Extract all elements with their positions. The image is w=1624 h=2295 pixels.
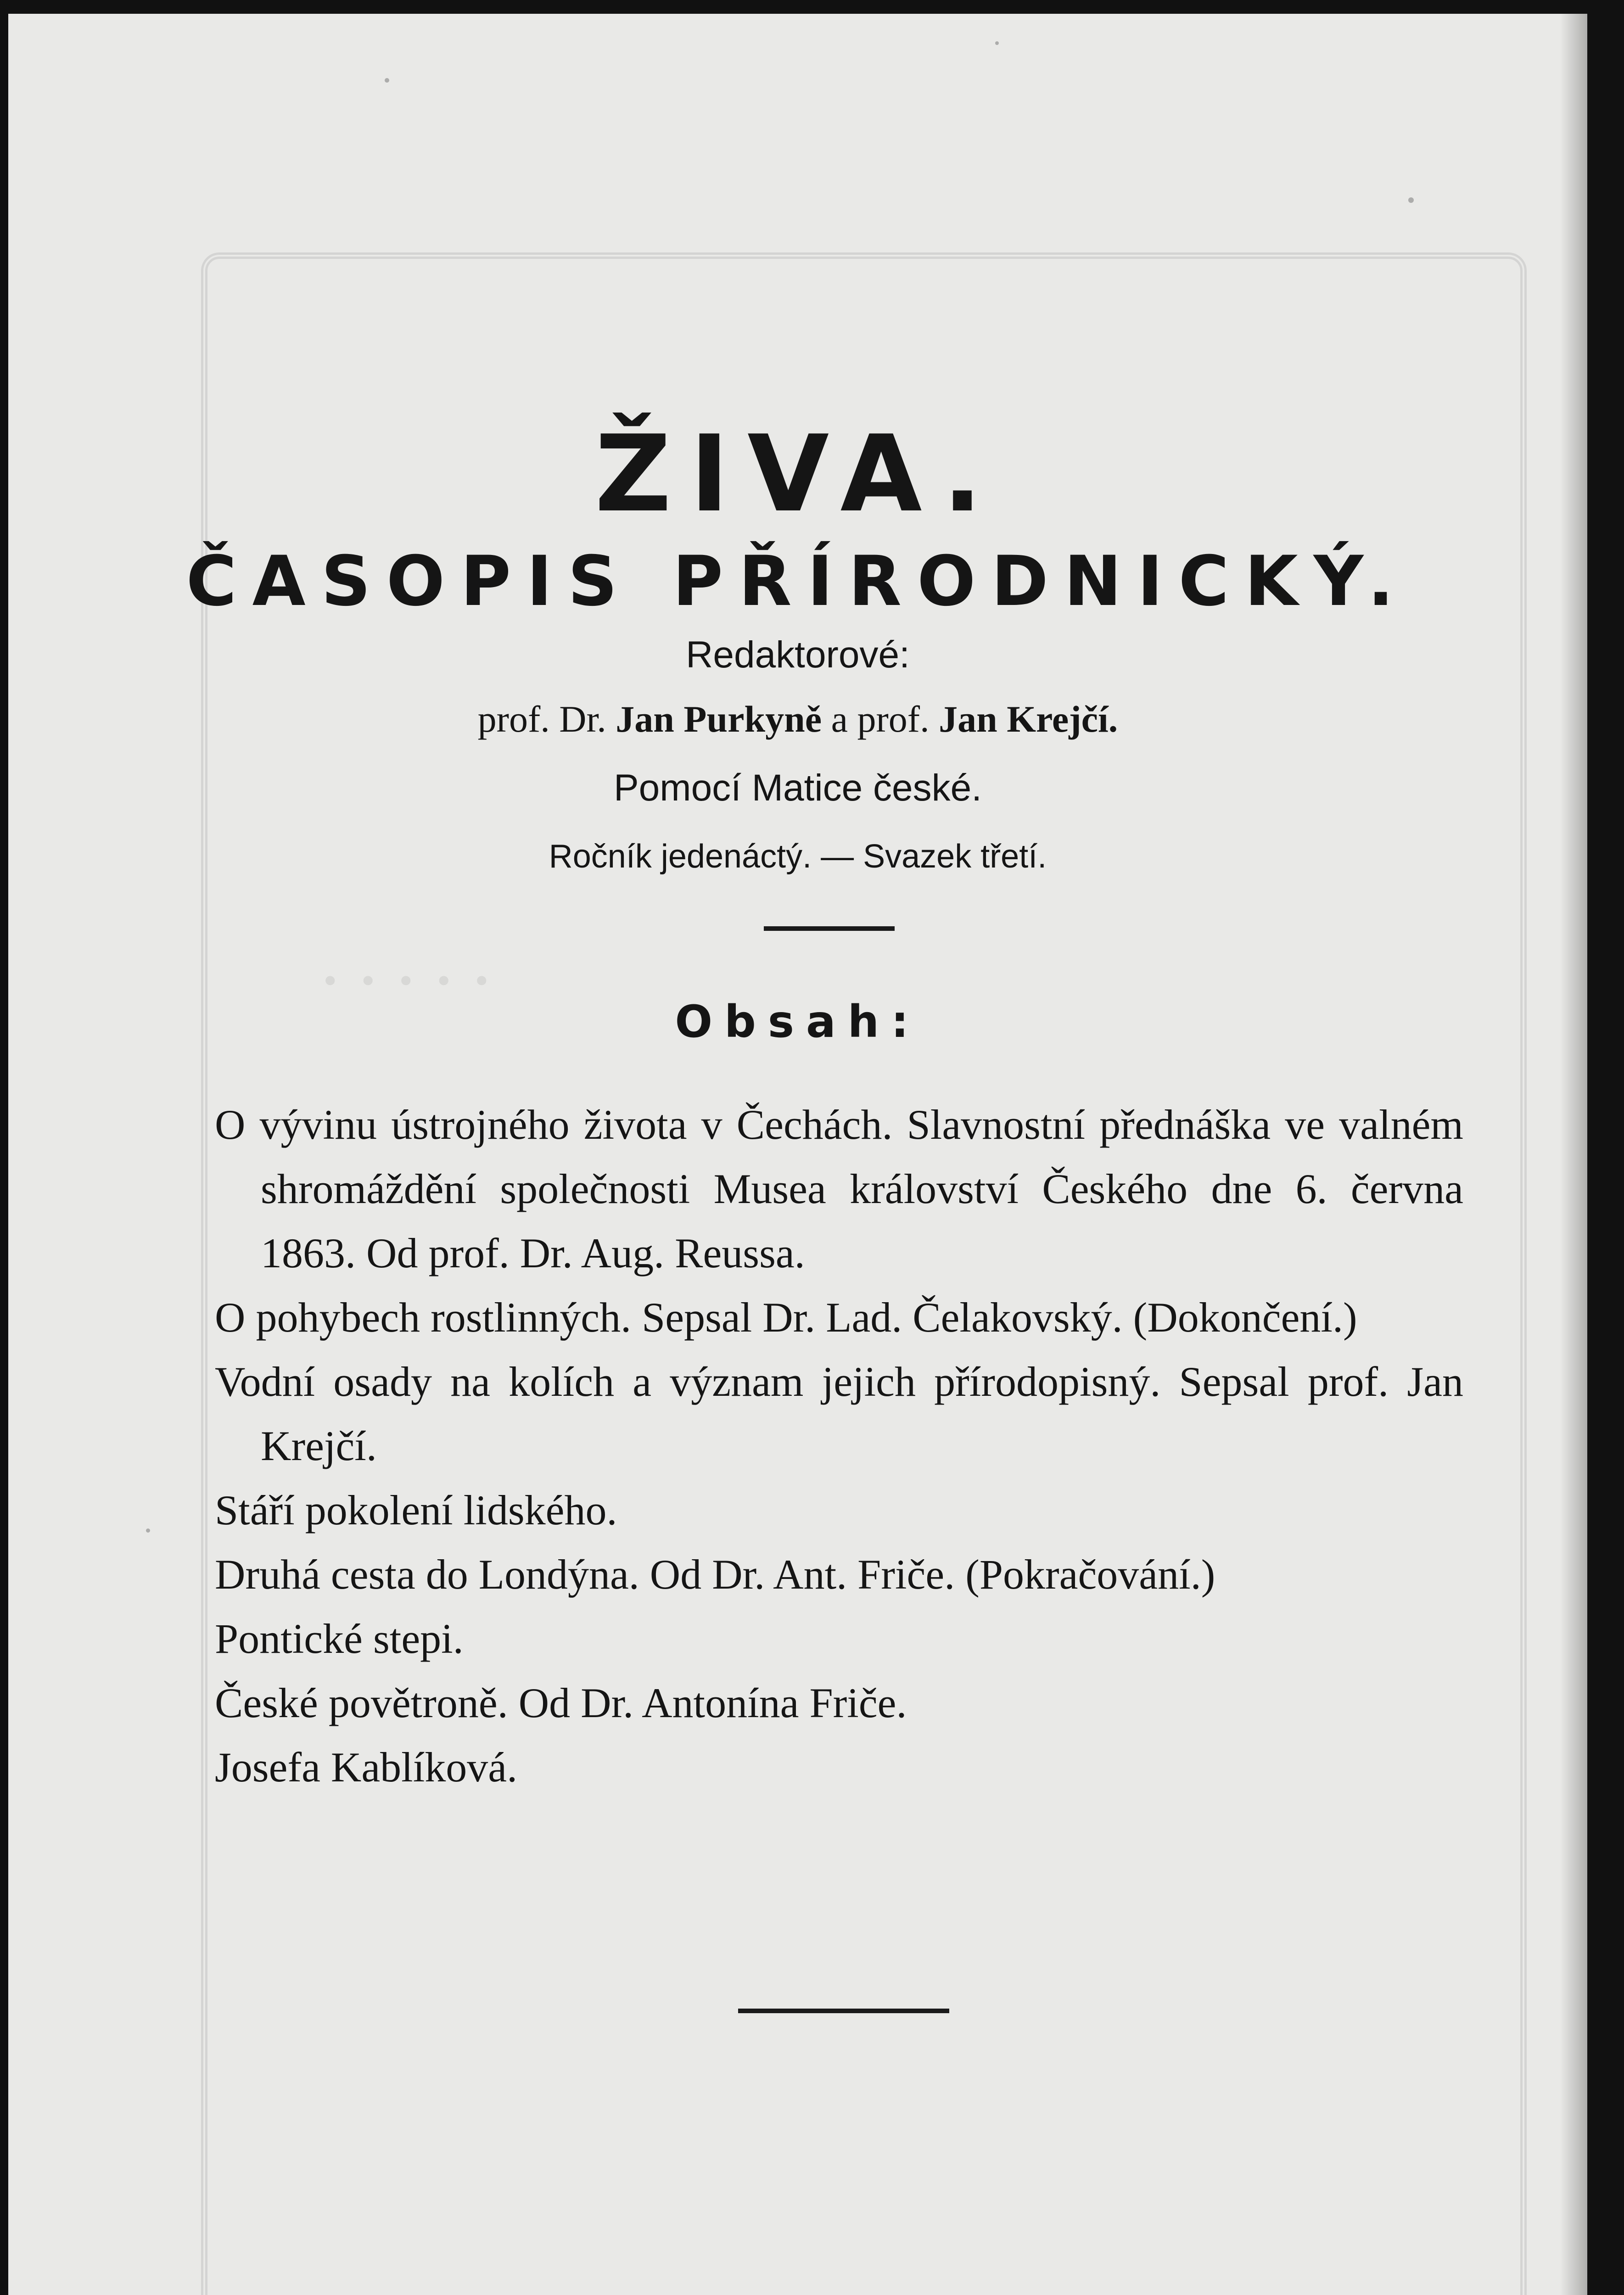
scanned-page [8, 14, 1587, 2295]
toc-entry: O pohybech rostlinných. Sepsal Dr. Lad. Čelakovský. (Dokončení.) [215, 1294, 1357, 1341]
page-edge-shadow [1560, 14, 1587, 2295]
toc-entry: Pontické stepi. [215, 1615, 464, 1662]
toc-entry: O vývinu ústrojného života v Čechách. Slavnostní přednáška ve valném shromáždění společnosti Musea království Českého dne 6. června 1863. Od prof. Dr. Aug. Reussa. [215, 1101, 1463, 1276]
show-through-text: ..... [302, 915, 492, 1001]
editors-line [8, 698, 1587, 741]
editor-name-1: Jan Purkyně [616, 698, 822, 740]
toc-entry: České povětroně. Od Dr. Antonína Friče. [215, 1679, 907, 1726]
editor-prefix: prof. Dr. [477, 698, 606, 740]
closing-rule [738, 2009, 949, 2013]
table-of-contents [215, 1092, 1463, 1799]
dust-speck [1408, 197, 1414, 203]
toc-entry: Vodní osady na kolích a význam jejich přírodopisný. Sepsal prof. Jan Krejčí. [215, 1358, 1463, 1469]
volume-line: Ročník jedenáctý. — Svazek třetí. [549, 838, 1047, 875]
dust-speck [385, 78, 389, 83]
divider-rule [764, 926, 895, 931]
journal-title: ŽIVA. [594, 413, 1001, 536]
toc-entry: Josefa Kablíková. [215, 1744, 518, 1791]
publisher-line: Pomocí Matice české. [613, 767, 982, 809]
editor-name-2: Jan Krejčí. [939, 698, 1118, 740]
editor-joiner: a prof. [831, 698, 930, 740]
editors-label: Redaktorové: [686, 634, 910, 676]
toc-entry: Druhá cesta do Londýna. Od Dr. Ant. Friče. (Pokračování.) [215, 1551, 1215, 1598]
toc-entry: Stáří pokolení lidského. [215, 1487, 617, 1534]
dust-speck [146, 1528, 150, 1533]
journal-subtitle: ČASOPIS PŘÍRODNICKÝ. [186, 542, 1410, 621]
dust-speck [995, 41, 999, 45]
contents-heading: Obsah: [675, 996, 921, 1047]
